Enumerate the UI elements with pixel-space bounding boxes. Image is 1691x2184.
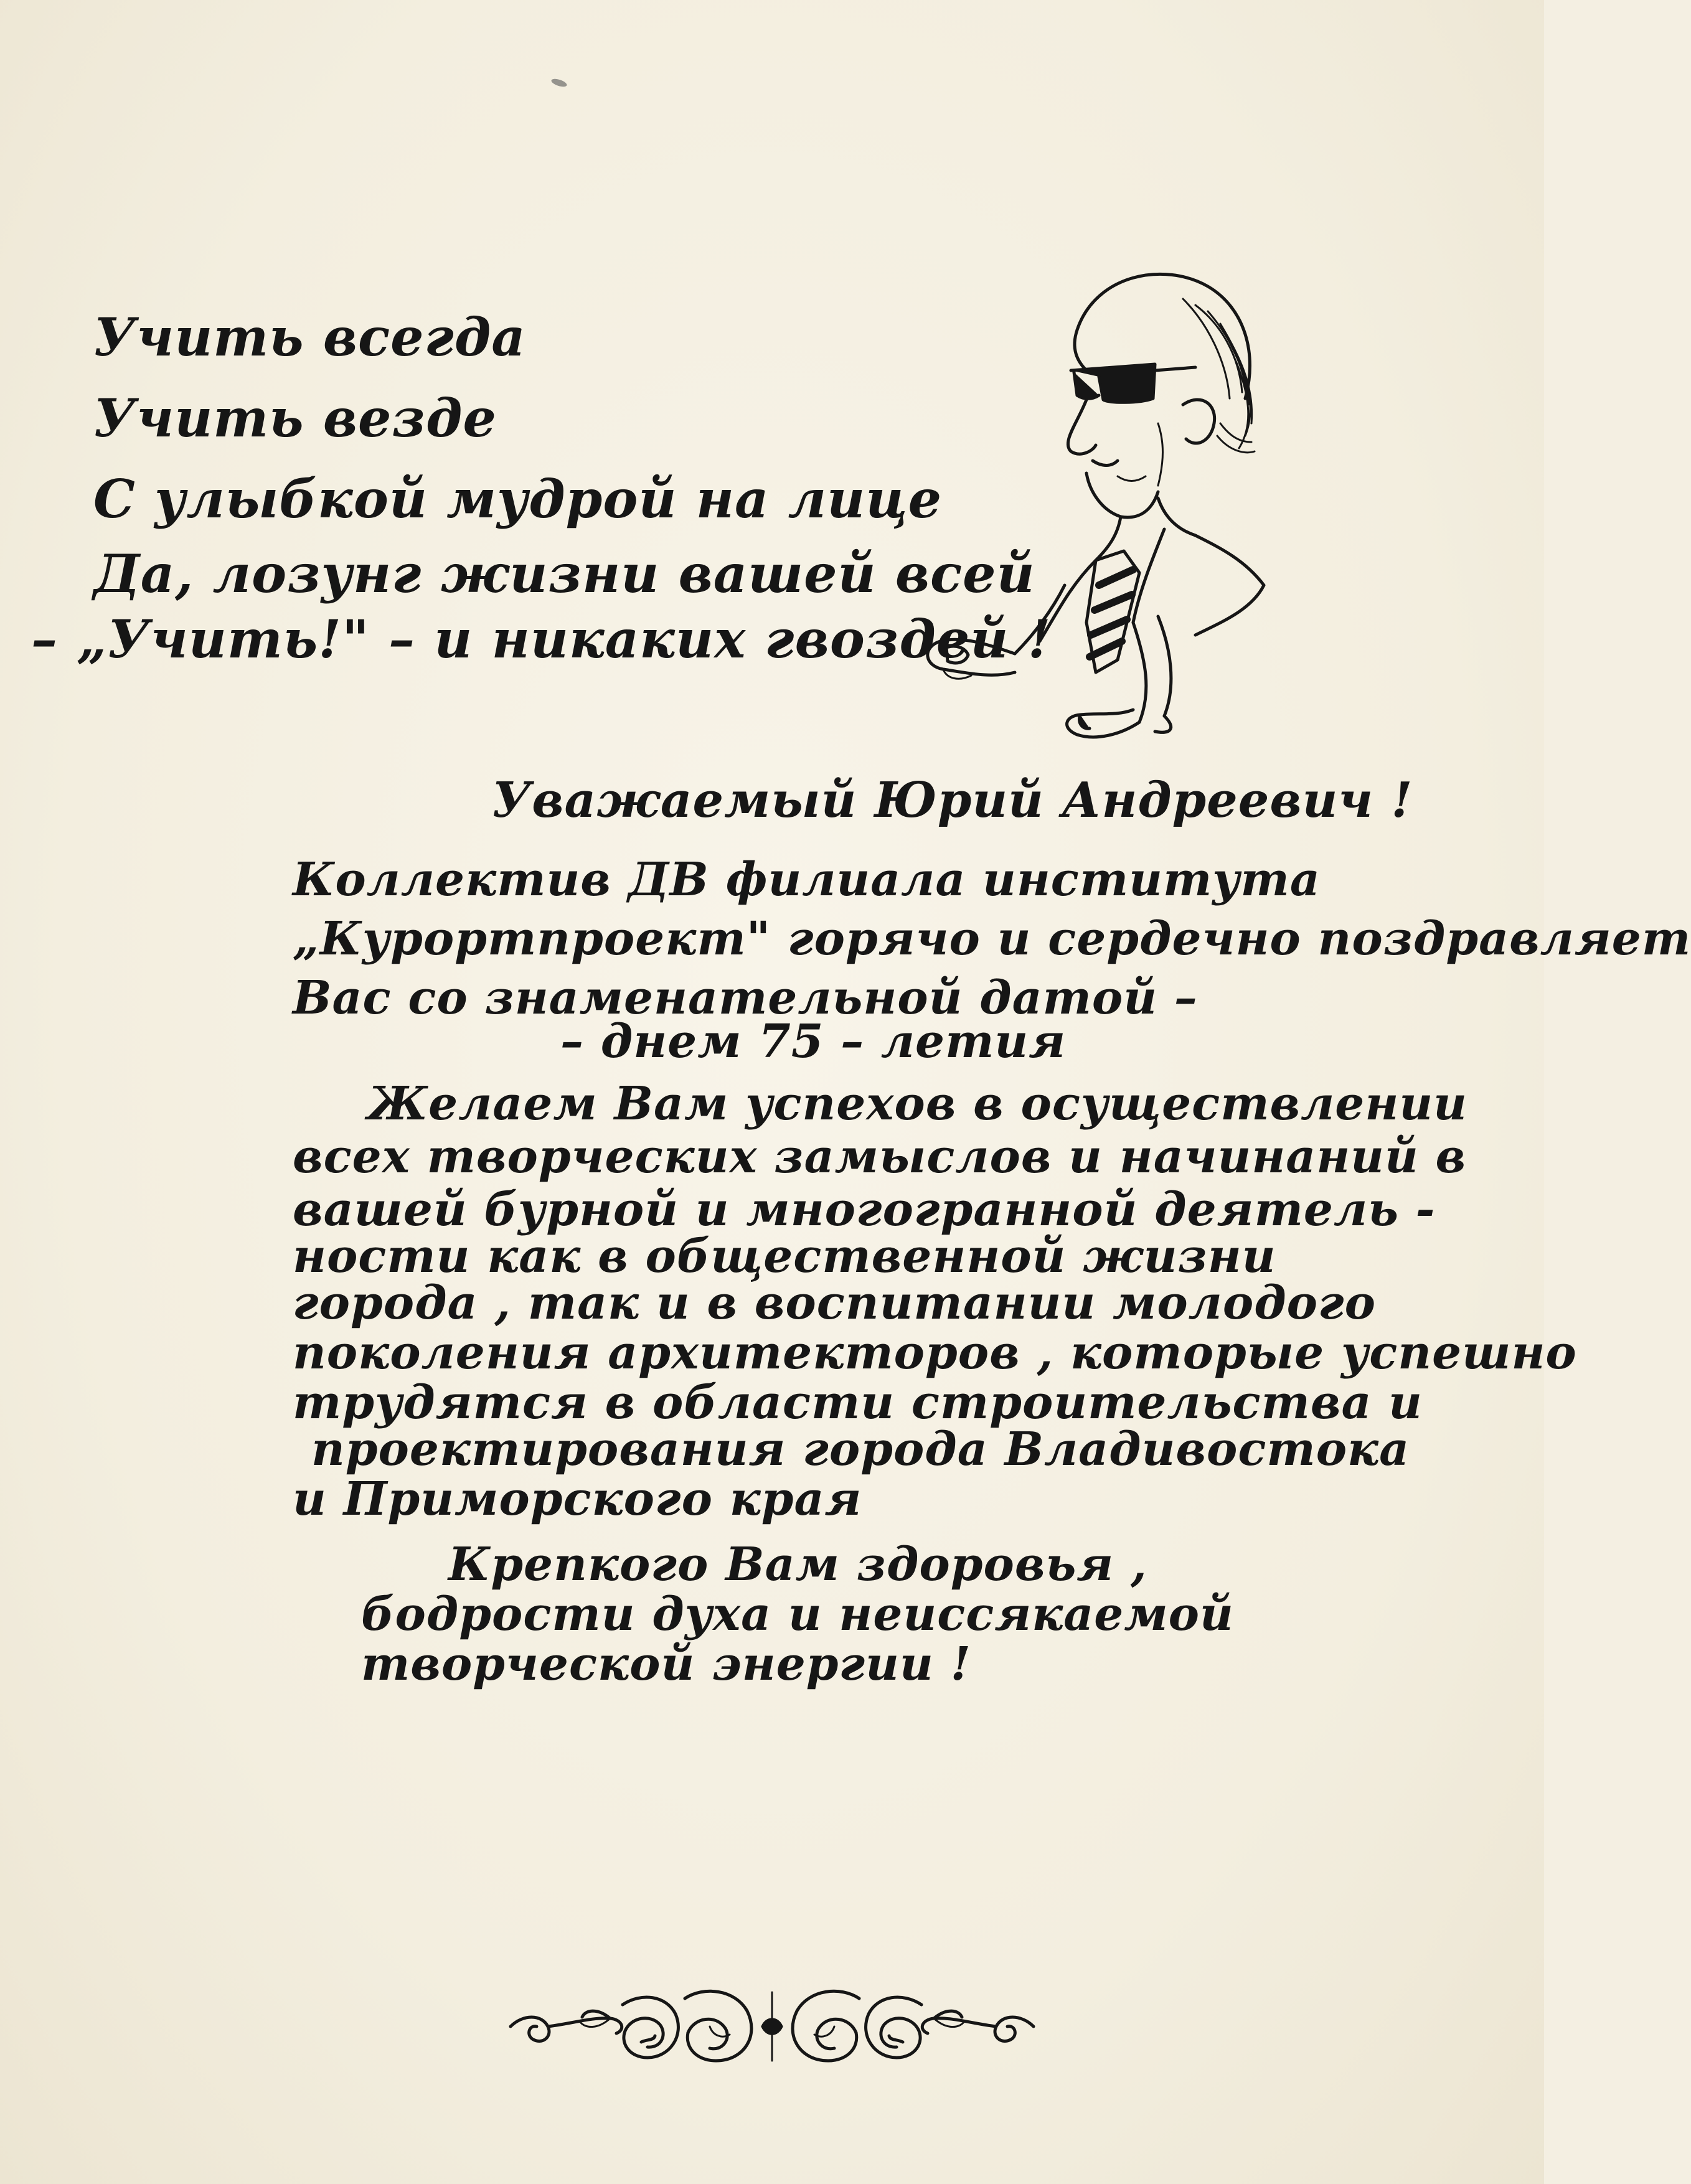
wish-line-7: трудятся в области строительства и — [293, 1376, 1423, 1429]
closing-line-2: бодрости духа и неиссякаемой — [361, 1588, 1234, 1641]
wish-line-4: ности как в общественной жизни — [293, 1230, 1276, 1283]
intro-line-3: Вас со знаменательной датой – — [293, 971, 1198, 1025]
poem-line-1: Учить всегда — [93, 306, 526, 368]
intro-line-2: „Курортпроект" горячо и сердечно поздравляет — [293, 912, 1691, 966]
poem-line-5: – „Учить!" – и никаких гвоздей ! — [31, 608, 1052, 670]
caricature-illustration — [872, 237, 1307, 735]
letter-salutation: Уважаемый Юрий Андреевич ! — [492, 772, 1413, 829]
wish-line-1: Желаем Вам успехов в осуществлении — [367, 1077, 1467, 1131]
ornament-flourish — [498, 1980, 1058, 2073]
intro-line-1: Коллектив ДВ филиала института — [293, 853, 1321, 906]
closing-line-3: творческой энергии ! — [361, 1637, 972, 1691]
wish-line-9: и Приморского края — [293, 1472, 862, 1526]
wish-line-8: проектирования города Владивостока — [311, 1423, 1410, 1476]
closing-line-1: Крепкого Вам здоровья , — [448, 1538, 1147, 1591]
wish-line-6: поколения архитекторов , которые успешно — [293, 1326, 1577, 1380]
poem-line-3: С улыбкой мудрой на лице — [93, 468, 943, 530]
poem-line-2: Учить везде — [93, 387, 497, 449]
wish-line-2: всех творческих замыслов и начинаний в — [293, 1130, 1467, 1184]
poem-line-4: Да, лозунг жизни вашей всей — [93, 543, 1035, 605]
wish-line-3: вашей бурной и многогранной деятель - — [293, 1183, 1436, 1236]
wish-line-5: города , так и в воспитании молодого — [293, 1276, 1376, 1330]
intro-line-4: – днем 75 – летия — [560, 1015, 1067, 1068]
